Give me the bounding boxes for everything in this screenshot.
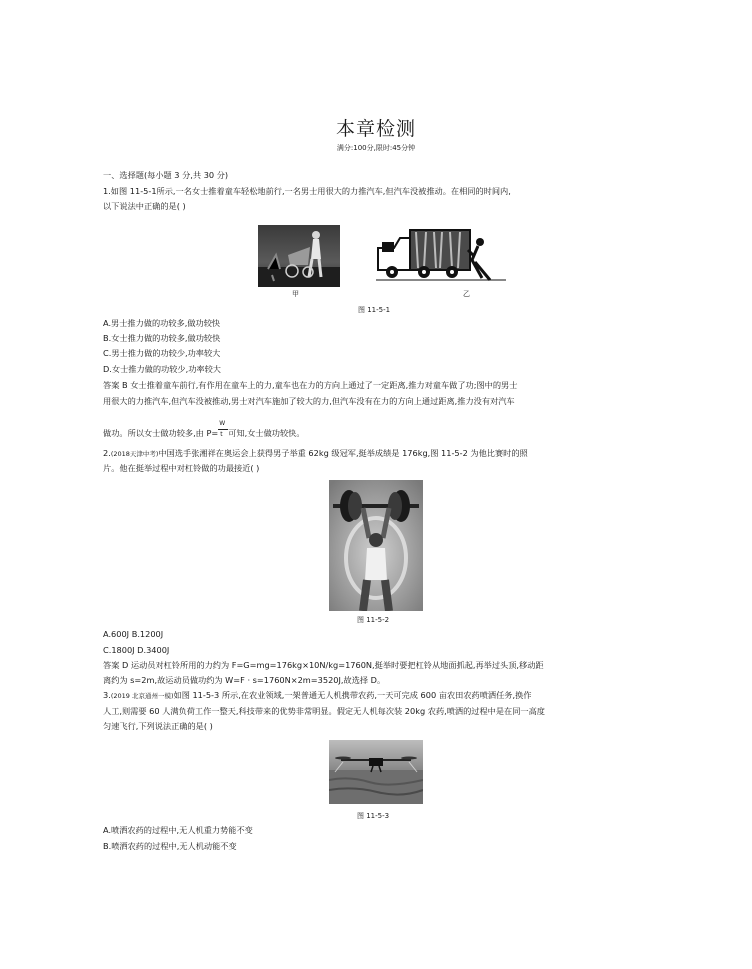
q1-answer-line3 (103, 420, 305, 439)
q1-answer-line3-b: 可知,女士做功较快。 (228, 428, 305, 438)
q2-source-tag: (2018天津中考) (110, 450, 159, 458)
q1-option-c: C.男士推力做的功较少,功率较大 (103, 348, 221, 358)
q2-options-line1: A.600J B.1200J (103, 629, 164, 639)
q1-stem-line2: 以下说法中正确的是( ) (103, 201, 186, 211)
fraction-numerator: W (219, 420, 226, 427)
q3-option-b: B.喷洒农药的过程中,无人机动能不变 (103, 841, 237, 851)
q3-option-a: A.喷洒农药的过程中,无人机重力势能不变 (103, 825, 253, 835)
page-title: 本章检测 (335, 118, 416, 140)
q2-answer-line1: 答案 D 运动员对杠铃所用的力约为 F=G=mg=176kg×10N/kg=1760N,挺举时要把杠铃从地面抓起,再举过头顶,移动距 (103, 660, 544, 670)
q1-answer-line1: 答案 B 女士推着童车前行,有作用在童车上的力,童车也在力的方向上通过了一定距离,推力对童车做了功;图中的男士 (103, 380, 518, 390)
figure-label-left: 甲 (292, 290, 299, 298)
section-heading: 一、选择题(每小题 3 分,共 30 分) (103, 170, 229, 180)
figure-label-right: 乙 (463, 290, 470, 298)
q2-answer-line2: 离约为 s=2m,故运动员做功约为 W=F · s=1760N×2m=3520J,故选择 D。 (103, 675, 386, 685)
figure-weightlifter-photo (329, 480, 423, 611)
q1-answer-line3-a: 做功。所以女士做功较多,由 P= (103, 428, 219, 438)
figure-caption-11-5-3: 图 11-5-3 (357, 812, 390, 820)
q3-stem-line1 (103, 690, 531, 702)
q3-number: 3. (103, 690, 111, 700)
fraction-denominator: t (220, 431, 223, 438)
power-fraction (218, 420, 228, 438)
q1-stem-line1: 1.如图 11-5-1所示,一名女士推着童车轻松地前行,一名男士用很大的力推汽车,但汽车没被推动。在相同的时间内, (103, 186, 511, 196)
q3-stem-line2: 人工,则需要 60 人满负荷工作一整天,科技带来的优势非常明显。假定无人机每次装 20kg 农药,喷洒的过程中是在同一高度 (103, 706, 545, 716)
q3-source-tag: (2019 北京通州一模) (110, 692, 174, 700)
page-subtitle: 满分:100分,限时:45分钟 (336, 144, 416, 152)
figure-drone-photo (329, 740, 423, 804)
figure-woman-stroller-photo (258, 225, 340, 287)
figure-man-pushing-truck-drawing (376, 226, 508, 286)
q2-options-line2: C.1800J D.3400J (103, 645, 170, 655)
figure-caption-11-5-2: 图 11-5-2 (357, 616, 390, 624)
q2-number: 2. (103, 448, 111, 458)
q2-stem-line1 (103, 448, 528, 460)
q3-stem-text: 如图 11-5-3 所示,在农业领域,一架普通无人机携带农药,一天可完成 600 亩农田农药喷洒任务,换作 (173, 690, 532, 700)
figure-caption-11-5-1: 图 11-5-1 (358, 306, 391, 314)
q2-stem-line2: 片。他在挺举过程中对杠铃做的功最接近( ) (103, 463, 260, 473)
q2-stem-text: 中国选手张湘祥在奥运会上获得男子举重 62kg 级冠军,挺举成绩是 176kg,图 11-5-2 为他比赛时的照 (158, 448, 528, 458)
q1-option-a: A.男士推力做的功较多,做功较快 (103, 318, 221, 328)
q1-option-d: D.女士推力做的功较少,功率较大 (103, 364, 221, 374)
q1-option-b: B.女士推力做的功较多,做功较快 (103, 333, 221, 343)
q1-answer-line2: 用很大的力推汽车,但汽车没被推动,男士对汽车施加了较大的力,但汽车没有在力的方向上通过距离,推力没有对汽车 (103, 396, 515, 406)
q3-stem-line3: 匀速飞行,下列说法正确的是( ) (103, 721, 213, 731)
